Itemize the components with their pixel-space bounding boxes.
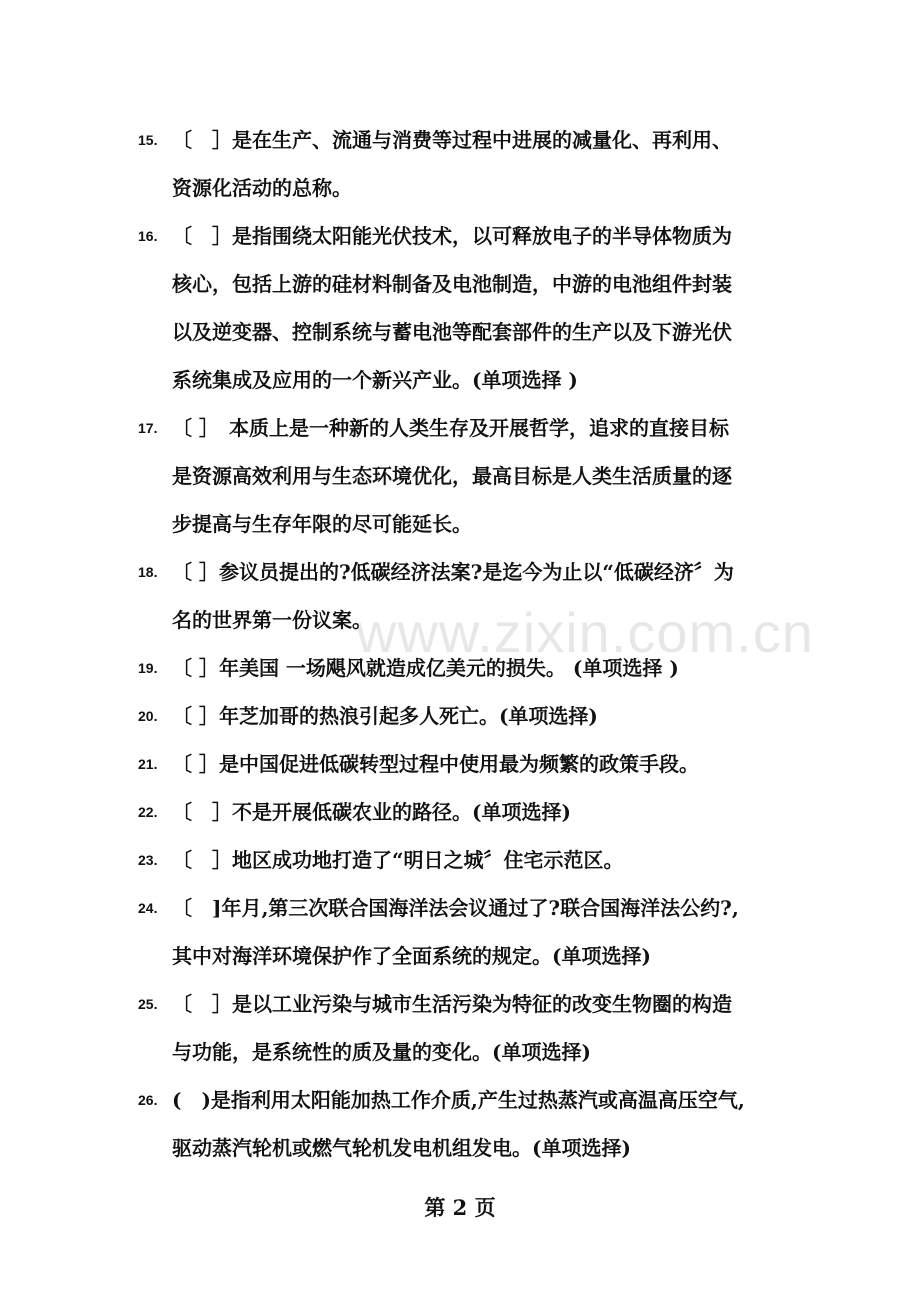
question-text bbox=[172, 404, 792, 548]
question-text bbox=[172, 788, 792, 836]
question-text-line: 〔 ］年芝加哥的热浪引起多人死亡。(单项选择) bbox=[172, 704, 598, 728]
page-footer: 第 2 页 bbox=[424, 1195, 496, 1220]
watermark: www.zixin.com.cn bbox=[356, 601, 814, 664]
question-text-line: 〔 ］是指围绕太阳能光伏技术，以可释放电子的半导体物质为 bbox=[172, 224, 732, 248]
question-text-line: 核心，包括上游的硅材料制备及电池制造，中游的电池组件封装 bbox=[172, 272, 732, 296]
question-text-line: 〔 ］年美国 一场飓风就造成亿美元的损失。 (单项选择 ) bbox=[172, 656, 679, 680]
question-number: 25. bbox=[138, 996, 158, 1012]
question-text-line: 驱动蒸汽轮机或燃气轮机发电机组发电。(单项选择) bbox=[172, 1136, 631, 1160]
question-number: 20. bbox=[138, 708, 158, 724]
question-text-line: 以及逆变器、控制系统与蓄电池等配套部件的生产以及下游光伏 bbox=[172, 320, 732, 344]
question-text-line: 〔 ］是以工业污染与城市生活污染为特征的改变生物圈的构造 bbox=[172, 992, 732, 1016]
question-text-line: 〔 ]年月,第三次联合国海洋法会议通过了?联合国海洋法公约?, bbox=[172, 896, 739, 920]
question-text bbox=[172, 884, 792, 980]
question-text-line: 〔 ］地区成功地打造了“明日之城〞住宅示范区。 bbox=[172, 848, 624, 872]
question-text-line: 其中对海洋环境保护作了全面系统的规定。(单项选择) bbox=[172, 944, 651, 968]
question-text bbox=[172, 116, 792, 212]
question-text bbox=[172, 212, 792, 404]
question-number: 22. bbox=[138, 804, 158, 820]
question-text bbox=[172, 1076, 792, 1172]
question-text-line: 与功能，是系统性的质及量的变化。(单项选择) bbox=[172, 1040, 591, 1064]
question-text bbox=[172, 740, 792, 788]
question-number: 15. bbox=[138, 132, 158, 148]
question-number: 16. bbox=[138, 228, 158, 244]
question-number: 18. bbox=[138, 564, 158, 580]
question-text-line: 资源化活动的总称。 bbox=[172, 176, 352, 200]
question-text-line: 〔 ］是在生产、流通与消费等过程中进展的减量化、再利用、 bbox=[172, 128, 732, 152]
question-number: 23. bbox=[138, 852, 158, 868]
question-text bbox=[172, 836, 792, 884]
question-text-line: 〔 ］不是开展低碳农业的路径。(单项选择) bbox=[172, 800, 571, 824]
question-text-line: 步提高与生存年限的尽可能延长。 bbox=[172, 512, 472, 536]
question-number: 19. bbox=[138, 660, 158, 676]
question-number: 24. bbox=[138, 900, 158, 916]
question-text bbox=[172, 692, 792, 740]
question-text-line: 〔 ］是中国促进低碳转型过程中使用最为频繁的政策手段。 bbox=[172, 752, 699, 776]
question-text bbox=[172, 980, 792, 1076]
question-text-line: 〔 ］ 本质上是一种新的人类生存及开展哲学，追求的直接目标 bbox=[172, 416, 729, 440]
question-text-line: 系统集成及应用的一个新兴产业。(单项选择 ) bbox=[172, 368, 578, 392]
question-text-line: 〔 ］参议员提出的?低碳经济法案?是迄今为止以“低碳经济〞为 bbox=[172, 560, 734, 584]
question-number: 21. bbox=[138, 756, 158, 772]
question-number: 26. bbox=[138, 1092, 158, 1108]
question-number: 17. bbox=[138, 420, 158, 436]
question-text-line: 是资源高效利用与生态环境优化，最高目标是人类生活质量的逐 bbox=[172, 464, 732, 488]
question-text-line: ( )是指利用太阳能加热工作介质,产生过热蒸汽或高温高压空气, bbox=[172, 1088, 745, 1112]
question-text-line: 名的世界第一份议案。 bbox=[172, 608, 372, 632]
